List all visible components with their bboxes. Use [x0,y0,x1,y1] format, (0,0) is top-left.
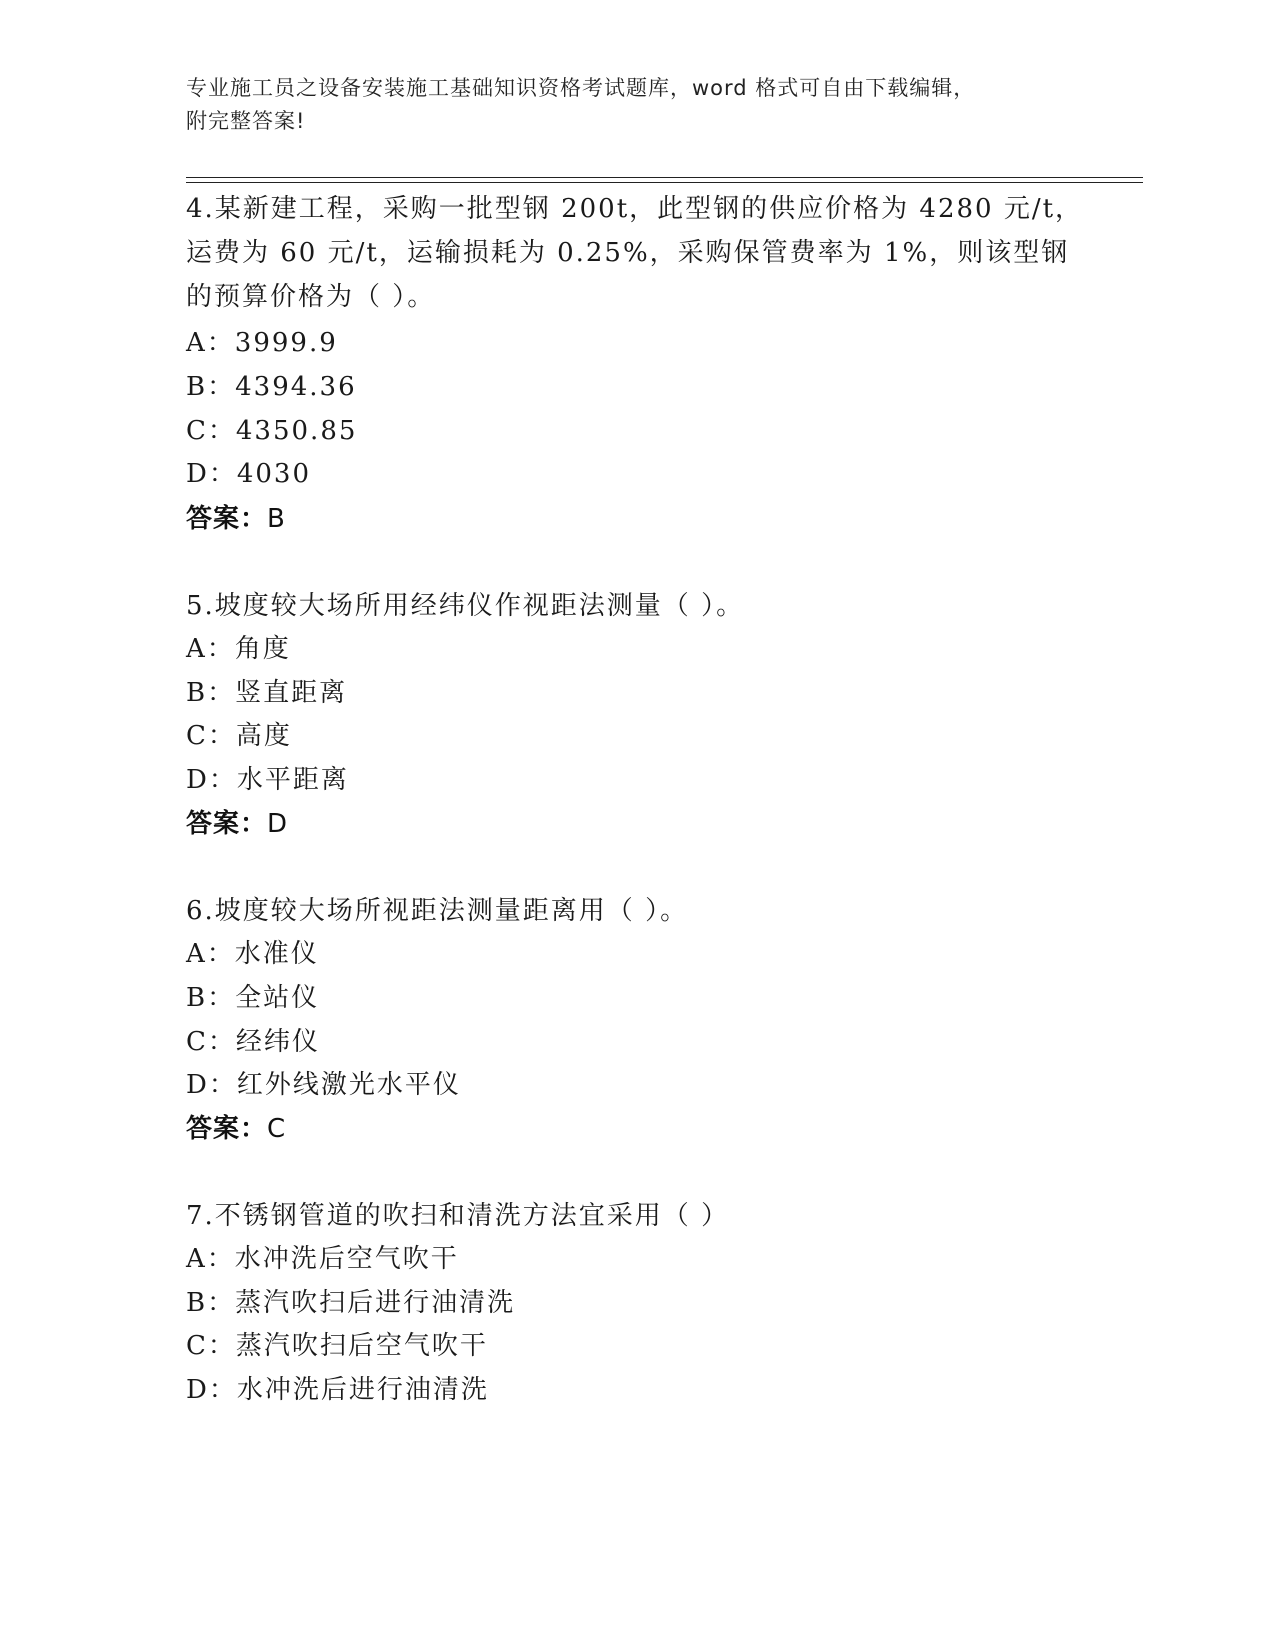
question-7-option-c: C：蒸汽吹扫后空气吹干 [186,1331,488,1361]
answer-label: 答案： [186,1114,268,1144]
question-4-option-b: B：4394.36 [186,372,357,402]
answer-value: B [267,504,286,534]
question-4-stem-line-1: 4.某新建工程，采购一批型钢 200t，此型钢的供应价格为 4280 元/t， [186,194,1084,224]
answer-value: C [267,1114,287,1144]
question-5-answer [186,802,288,846]
question-4-answer [186,497,286,541]
header-line-1: 专业施工员之设备安装施工基础知识资格考试题库，word 格式可自由下载编辑， [186,76,976,100]
question-5-stem-line-1: 5.坡度较大场所用经纬仪作视距法测量（ ）。 [186,591,745,621]
header-divider-bottom [186,182,1143,183]
question-6-option-b: B：全站仪 [186,983,320,1013]
question-5-option-d: D：水平距离 [186,765,349,795]
header-divider-top [186,177,1143,178]
answer-value: D [267,809,289,839]
question-6-stem-line-1: 6.坡度较大场所视距法测量距离用（ ）。 [186,896,689,926]
answer-label: 答案： [186,809,268,839]
question-5-option-b: B：竖直距离 [186,678,348,708]
header-line-2: 附完整答案! [186,109,306,133]
question-5-option-c: C：高度 [186,721,292,751]
question-4-option-a: A：3999.9 [186,328,338,358]
question-4-stem [186,187,1086,319]
question-6-option-d: D：红外线激光水平仪 [186,1070,461,1100]
question-7-option-a: A：水冲洗后空气吹干 [186,1244,459,1274]
question-4-stem-line-3: 的预算价格为（ ）。 [186,282,436,312]
question-5-option-a: A：角度 [186,634,291,664]
question-7-stem-line-1: 7.不锈钢管道的吹扫和清洗方法宜采用（ ） [186,1201,730,1231]
question-6-answer [186,1107,286,1151]
answer-label: 答案： [186,504,268,534]
question-6-option-c: C：经纬仪 [186,1027,320,1057]
question-5-stem [186,584,1086,628]
question-7-stem [186,1194,1086,1238]
question-4-option-d: D：4030 [186,459,312,489]
question-7-option-b: B：蒸汽吹扫后进行油清洗 [186,1288,516,1318]
question-6-stem [186,889,1086,933]
question-4-option-c: C：4350.85 [186,416,358,446]
document-header [186,72,1066,138]
question-4-stem-line-2: 运费为 60 元/t，运输损耗为 0.25%，采购保管费率为 1%，则该型钢 [186,238,1070,268]
question-6-option-a: A：水准仪 [186,939,319,969]
question-7-option-d: D：水冲洗后进行油清洗 [186,1375,489,1405]
